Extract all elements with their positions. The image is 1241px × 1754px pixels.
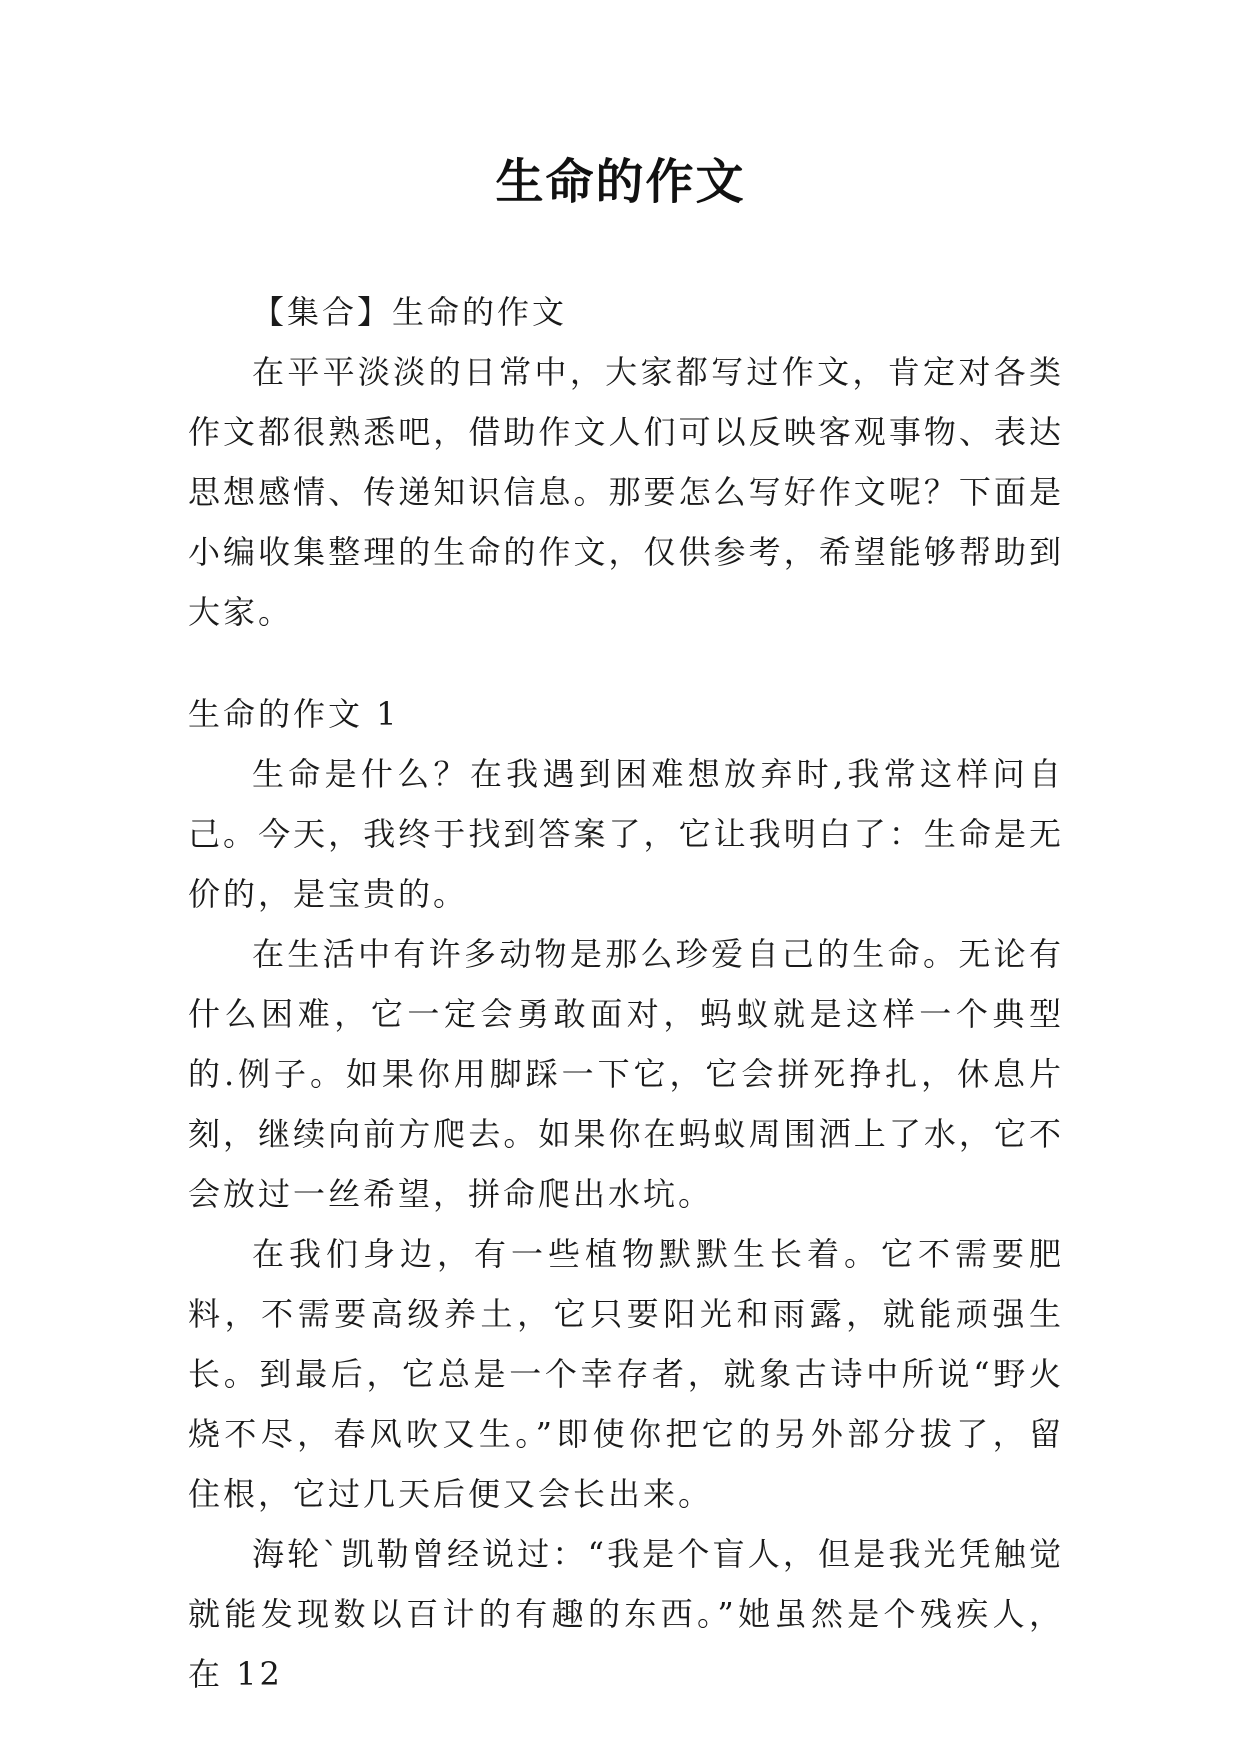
intro-paragraph: 在平平淡淡的日常中，大家都写过作文，肯定对各类作文都很熟悉吧，借助作文人们可以反映客观事物、表达思想感情、传递知识信息。那要怎么写好作文呢？下面是小编收集整理的生命的作文，仅供参考，希望能够帮助到大家。 bbox=[188, 353, 1064, 631]
body-paragraph: 在我们身边，有一些植物默默生长着。它不需要肥料，不需要高级养土，它只要阳光和雨露，就能顽强生长。到最后，它总是一个幸存者，就象古诗中所说“野火烧不尽，春风吹又生。”即使你把它的另外部分拔了，留住根，它过几天后便又会长出来。 bbox=[188, 1235, 1064, 1513]
document-title: 生命的作文 bbox=[495, 154, 746, 210]
section-title: 生命的作文 1 bbox=[188, 695, 400, 733]
body-paragraph: 生命是什么？在我遇到困难想放弃时,我常这样问自己。今天，我终于找到答案了，它让我明白了：生命是无价的，是宝贵的。 bbox=[188, 755, 1064, 913]
heading-line: 【集合】生命的作文 bbox=[252, 293, 568, 331]
document-body bbox=[188, 282, 1064, 1704]
body-paragraph: 在生活中有许多动物是那么珍爱自己的生命。无论有什么困难，它一定会勇敢面对，蚂蚁就是这样一个典型的.例子。如果你用脚踩一下它，它会拼死挣扎，休息片刻，继续向前方爬去。如果你在蚂蚁周围洒上了水，它不会放过一丝希望，拼命爬出水坑。 bbox=[188, 935, 1064, 1213]
body-paragraph: 海轮`凯勒曾经说过：“我是个盲人，但是我光凭触觉就能发现数以百计的有趣的东西。”她虽然是个残疾人，在 12 bbox=[188, 1535, 1064, 1693]
